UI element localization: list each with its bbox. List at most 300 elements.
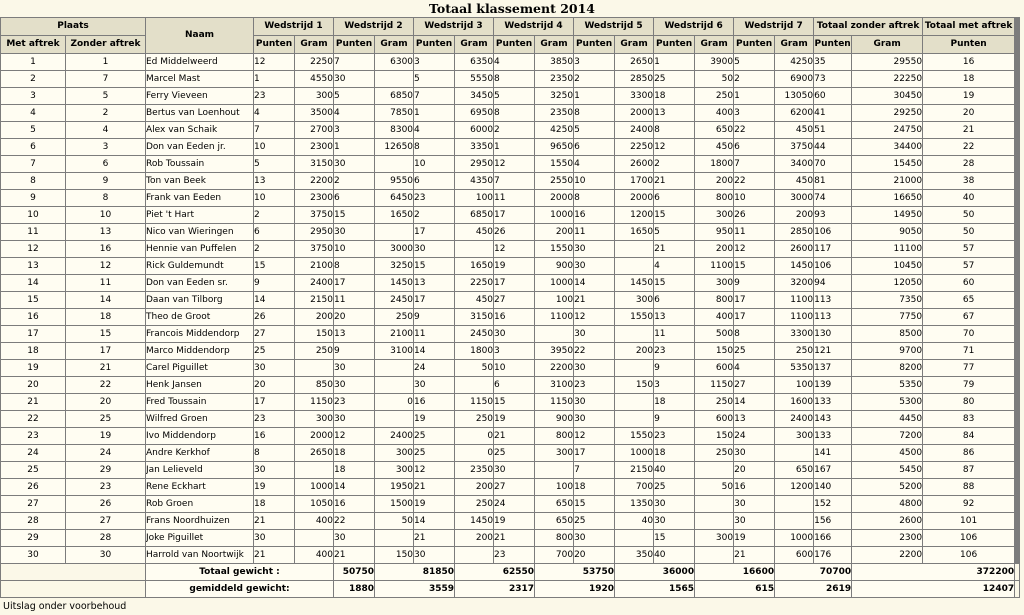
blank-cell <box>1015 564 1019 580</box>
cell-w2-gram: 1650 <box>375 207 413 223</box>
cell-met-aftrek: 21 <box>1 394 65 410</box>
cell-zonder-aftrek: 13 <box>66 224 145 240</box>
cell-w2-punten: 12 <box>334 428 374 444</box>
cell-w4-gram: 650 <box>535 496 573 512</box>
cell-totaal-gram: 24750 <box>852 122 922 138</box>
cell-w7-punten: 22 <box>734 173 774 189</box>
cell-totaal-gram: 30450 <box>852 88 922 104</box>
cell-w7-gram: 200 <box>775 207 813 223</box>
cell-w7-punten: 30 <box>734 496 774 512</box>
cell-w6-punten: 13 <box>654 105 694 121</box>
cell-totaal-punten: 121 <box>814 343 851 359</box>
total-weight-row <box>1 564 1019 580</box>
cell-w3-punten: 4 <box>414 122 454 138</box>
cell-zonder-aftrek: 3 <box>66 139 145 155</box>
cell-w1-punten: 10 <box>254 190 294 206</box>
cell-w4-gram: 100 <box>535 479 573 495</box>
cell-w4-gram: 800 <box>535 530 573 546</box>
cell-w6-gram: 400 <box>695 309 733 325</box>
cell-w3-punten: 21 <box>414 530 454 546</box>
cell-w5-gram <box>615 530 653 546</box>
cell-totaal-met-punten: 20 <box>923 105 1014 121</box>
cell-w6-gram: 800 <box>695 292 733 308</box>
cell-w7-punten: 26 <box>734 207 774 223</box>
cell-totaal-met-punten: 65 <box>923 292 1014 308</box>
cell-w1-punten: 6 <box>254 224 294 240</box>
cell-naam: Don van Eeden sr. <box>146 275 253 291</box>
header-punten-totaal-met: Punten <box>923 36 1014 53</box>
table-row <box>1 88 1019 104</box>
cell-w7-punten: 10 <box>734 190 774 206</box>
cell-met-aftrek: 22 <box>1 411 65 427</box>
cell-w4-punten: 4 <box>494 54 534 70</box>
cell-totaal-punten: 44 <box>814 139 851 155</box>
cell-totaal-met-punten: 18 <box>923 71 1014 87</box>
blank-cell <box>1015 581 1019 597</box>
cell-w1-punten: 16 <box>254 428 294 444</box>
header-punten: Punten <box>814 36 851 53</box>
cell-totaal-gram: 16650 <box>852 190 922 206</box>
cell-naam: Harrold van Noortwijk <box>146 547 253 563</box>
cell-w3-gram: 1150 <box>455 394 493 410</box>
table-row <box>1 377 1019 393</box>
cell-w3-gram: 2250 <box>455 275 493 291</box>
header-wedstrijd-3: Wedstrijd 3 <box>414 18 493 35</box>
cell-w7-punten: 27 <box>734 377 774 393</box>
cell-w5-punten: 10 <box>574 173 614 189</box>
cell-w5-punten: 30 <box>574 258 614 274</box>
cell-w6-gram: 250 <box>695 88 733 104</box>
cell-w6-gram: 600 <box>695 411 733 427</box>
cell-totaal-gram: 29550 <box>852 54 922 70</box>
cell-w4-gram: 1150 <box>535 394 573 410</box>
cell-w4-punten: 6 <box>494 377 534 393</box>
cell-totaal-punten: 140 <box>814 479 851 495</box>
cell-w1-gram: 2700 <box>295 122 333 138</box>
cell-w7-punten: 17 <box>734 292 774 308</box>
cell-w2-gram <box>375 71 413 87</box>
cell-totaal-met-punten: 84 <box>923 428 1014 444</box>
cell-w7-punten: 30 <box>734 513 774 529</box>
cell-totaal-met-punten: 86 <box>923 445 1014 461</box>
total-weight-w5: 36000 <box>615 564 694 580</box>
cell-zonder-aftrek: 8 <box>66 190 145 206</box>
table-row <box>1 190 1019 206</box>
header-gram: Gram <box>695 36 733 53</box>
cell-w7-punten: 22 <box>734 122 774 138</box>
cell-w6-punten: 21 <box>654 173 694 189</box>
cell-w1-gram: 2150 <box>295 292 333 308</box>
cell-totaal-met-punten: 60 <box>923 275 1014 291</box>
cell-w1-gram: 300 <box>295 88 333 104</box>
cell-w6-punten: 9 <box>654 360 694 376</box>
cell-totaal-met-punten: 28 <box>923 156 1014 172</box>
cell-w6-gram: 1100 <box>695 258 733 274</box>
cell-w1-punten: 15 <box>254 258 294 274</box>
cell-w5-punten: 30 <box>574 394 614 410</box>
cell-w6-gram: 500 <box>695 326 733 342</box>
avg-weight-w5: 1565 <box>615 581 694 597</box>
total-weight-w7: 70700 <box>775 564 851 580</box>
cell-w1-punten: 13 <box>254 173 294 189</box>
total-weight-w6: 16600 <box>695 564 774 580</box>
cell-w3-gram: 4350 <box>455 173 493 189</box>
cell-w5-punten: 8 <box>574 105 614 121</box>
cell-w5-gram: 2400 <box>615 122 653 138</box>
cell-w7-gram: 6200 <box>775 105 813 121</box>
cell-w7-gram: 1200 <box>775 479 813 495</box>
cell-totaal-gram: 10450 <box>852 258 922 274</box>
cell-w4-punten: 19 <box>494 258 534 274</box>
cell-w3-gram: 1450 <box>455 513 493 529</box>
cell-w4-punten: 3 <box>494 343 534 359</box>
cell-naam: Henk Jansen <box>146 377 253 393</box>
table-row <box>1 513 1019 529</box>
cell-w2-gram: 2400 <box>375 428 413 444</box>
cell-w1-punten: 30 <box>254 530 294 546</box>
cell-met-aftrek: 9 <box>1 190 65 206</box>
cell-w1-punten: 19 <box>254 479 294 495</box>
cell-w7-gram <box>775 496 813 512</box>
cell-w7-punten: 9 <box>734 275 774 291</box>
cell-w7-punten: 25 <box>734 343 774 359</box>
cell-w6-gram: 650 <box>695 122 733 138</box>
cell-w2-punten: 3 <box>334 122 374 138</box>
cell-w5-punten: 11 <box>574 224 614 240</box>
cell-totaal-punten: 176 <box>814 547 851 563</box>
cell-met-aftrek: 5 <box>1 122 65 138</box>
cell-w3-gram: 3450 <box>455 88 493 104</box>
cell-w1-gram: 850 <box>295 377 333 393</box>
table-row <box>1 309 1019 325</box>
cell-w7-gram: 2850 <box>775 224 813 240</box>
cell-w2-punten: 1 <box>334 139 374 155</box>
cell-w3-punten: 24 <box>414 360 454 376</box>
cell-w1-punten: 14 <box>254 292 294 308</box>
cell-w5-punten: 30 <box>574 530 614 546</box>
cell-totaal-gram: 21000 <box>852 173 922 189</box>
cell-w1-punten: 20 <box>254 377 294 393</box>
cell-w5-punten: 14 <box>574 275 614 291</box>
cell-w4-gram: 2200 <box>535 360 573 376</box>
cell-w4-gram: 900 <box>535 411 573 427</box>
cell-totaal-met-punten: 92 <box>923 496 1014 512</box>
cell-w5-gram: 300 <box>615 292 653 308</box>
cell-w7-punten: 3 <box>734 105 774 121</box>
cell-w7-gram: 300 <box>775 428 813 444</box>
cell-totaal-gram: 22250 <box>852 71 922 87</box>
cell-met-aftrek: 7 <box>1 156 65 172</box>
cell-w1-punten: 9 <box>254 275 294 291</box>
cell-w2-gram: 1950 <box>375 479 413 495</box>
cell-w7-gram: 100 <box>775 377 813 393</box>
table-row <box>1 292 1019 308</box>
cell-w6-punten: 18 <box>654 445 694 461</box>
cell-w4-punten: 21 <box>494 428 534 444</box>
cell-w4-gram: 2000 <box>535 190 573 206</box>
cell-totaal-punten: 94 <box>814 275 851 291</box>
cell-zonder-aftrek: 14 <box>66 292 145 308</box>
cell-w3-punten: 12 <box>414 462 454 478</box>
cell-w4-gram: 650 <box>535 513 573 529</box>
cell-w2-gram: 1500 <box>375 496 413 512</box>
cell-zonder-aftrek: 11 <box>66 275 145 291</box>
cell-w5-gram: 2150 <box>615 462 653 478</box>
cell-w6-punten: 30 <box>654 513 694 529</box>
cell-w1-gram: 250 <box>295 343 333 359</box>
header-met-aftrek: Met aftrek <box>1 36 65 53</box>
cell-w6-punten: 6 <box>654 292 694 308</box>
cell-totaal-gram: 34400 <box>852 139 922 155</box>
cell-w3-punten: 5 <box>414 71 454 87</box>
cell-w2-gram <box>375 156 413 172</box>
avg-weight-row <box>1 581 1019 597</box>
cell-w3-gram: 100 <box>455 190 493 206</box>
cell-w6-punten: 15 <box>654 530 694 546</box>
cell-w4-gram: 100 <box>535 292 573 308</box>
cell-w4-gram: 9650 <box>535 139 573 155</box>
cell-w7-gram <box>775 513 813 529</box>
cell-w6-gram: 150 <box>695 428 733 444</box>
cell-w1-gram <box>295 360 333 376</box>
cell-w6-punten: 8 <box>654 122 694 138</box>
cell-met-aftrek: 3 <box>1 88 65 104</box>
cell-w1-punten: 18 <box>254 496 294 512</box>
cell-totaal-gram: 8500 <box>852 326 922 342</box>
cell-totaal-met-punten: 50 <box>923 207 1014 223</box>
total-weight-w1: 50750 <box>334 564 374 580</box>
cell-naam: Francois Middendorp <box>146 326 253 342</box>
cell-zonder-aftrek: 5 <box>66 88 145 104</box>
cell-zonder-aftrek: 10 <box>66 207 145 223</box>
cell-w2-punten: 18 <box>334 445 374 461</box>
cell-w6-punten: 18 <box>654 394 694 410</box>
cell-w6-punten: 15 <box>654 275 694 291</box>
cell-totaal-gram: 5450 <box>852 462 922 478</box>
header-wedstrijd-5: Wedstrijd 5 <box>574 18 653 35</box>
cell-w3-punten: 11 <box>414 326 454 342</box>
cell-w7-punten: 13 <box>734 411 774 427</box>
cell-w3-gram: 6850 <box>455 207 493 223</box>
cell-w3-gram: 2950 <box>455 156 493 172</box>
cell-w5-gram: 200 <box>615 343 653 359</box>
cell-w2-punten: 30 <box>334 156 374 172</box>
cell-naam: Ivo Middendorp <box>146 428 253 444</box>
cell-w1-gram: 2200 <box>295 173 333 189</box>
cell-totaal-met-punten: 19 <box>923 88 1014 104</box>
cell-w1-punten: 30 <box>254 360 294 376</box>
cell-w6-punten: 2 <box>654 156 694 172</box>
cell-w3-gram: 6000 <box>455 122 493 138</box>
cell-w1-punten: 2 <box>254 207 294 223</box>
cell-totaal-punten: 106 <box>814 224 851 240</box>
cell-w1-gram: 2950 <box>295 224 333 240</box>
cell-w1-punten: 1 <box>254 71 294 87</box>
cell-w5-gram: 2650 <box>615 54 653 70</box>
cell-w3-punten: 6 <box>414 173 454 189</box>
cell-totaal-gram: 11100 <box>852 241 922 257</box>
cell-w4-punten: 17 <box>494 207 534 223</box>
cell-w2-gram: 3250 <box>375 258 413 274</box>
cell-w3-gram: 1800 <box>455 343 493 359</box>
cell-w6-punten: 40 <box>654 547 694 563</box>
cell-w2-gram: 250 <box>375 309 413 325</box>
cell-w7-punten: 14 <box>734 394 774 410</box>
cell-w7-gram: 250 <box>775 343 813 359</box>
cell-totaal-punten: 133 <box>814 428 851 444</box>
cell-w1-punten: 21 <box>254 547 294 563</box>
cell-w7-punten: 16 <box>734 479 774 495</box>
cell-w2-punten: 30 <box>334 530 374 546</box>
cell-totaal-gram: 2200 <box>852 547 922 563</box>
cell-w4-punten: 19 <box>494 411 534 427</box>
cell-met-aftrek: 11 <box>1 224 65 240</box>
cell-totaal-punten: 51 <box>814 122 851 138</box>
cell-w7-gram: 3200 <box>775 275 813 291</box>
header-gram: Gram <box>295 36 333 53</box>
cell-w3-gram: 50 <box>455 360 493 376</box>
table-row <box>1 360 1019 376</box>
header-totaal-zonder: Totaal zonder aftrek <box>814 18 922 35</box>
cell-w1-gram: 2300 <box>295 190 333 206</box>
cell-w6-gram: 1800 <box>695 156 733 172</box>
cell-w3-punten: 25 <box>414 428 454 444</box>
table-row <box>1 71 1019 87</box>
cell-w4-gram: 2350 <box>535 71 573 87</box>
cell-w1-punten: 8 <box>254 445 294 461</box>
cell-w4-punten: 5 <box>494 88 534 104</box>
cell-w2-punten: 16 <box>334 496 374 512</box>
cell-naam: Piet 't Hart <box>146 207 253 223</box>
cell-met-aftrek: 30 <box>1 547 65 563</box>
cell-totaal-met-punten: 79 <box>923 377 1014 393</box>
cell-w2-punten: 14 <box>334 479 374 495</box>
cell-w3-gram: 6950 <box>455 105 493 121</box>
cell-totaal-met-punten: 70 <box>923 326 1014 342</box>
cell-w2-punten: 30 <box>334 360 374 376</box>
cell-w2-punten: 15 <box>334 207 374 223</box>
cell-w1-gram: 200 <box>295 309 333 325</box>
cell-met-aftrek: 24 <box>1 445 65 461</box>
cell-totaal-gram: 5200 <box>852 479 922 495</box>
cell-w1-gram: 3750 <box>295 241 333 257</box>
cell-totaal-met-punten: 22 <box>923 139 1014 155</box>
cell-w3-punten: 7 <box>414 88 454 104</box>
cell-w5-punten: 20 <box>574 547 614 563</box>
header-gram: Gram <box>455 36 493 53</box>
avg-weight-w3: 2317 <box>455 581 534 597</box>
cell-naam: Ton van Beek <box>146 173 253 189</box>
cell-w2-punten: 23 <box>334 394 374 410</box>
cell-totaal-met-punten: 50 <box>923 224 1014 240</box>
table-row <box>1 530 1019 546</box>
cell-totaal-punten: 41 <box>814 105 851 121</box>
cell-w1-gram: 3500 <box>295 105 333 121</box>
cell-naam: Alex van Schaik <box>146 122 253 138</box>
cell-w2-punten: 30 <box>334 411 374 427</box>
cell-w3-punten: 16 <box>414 394 454 410</box>
cell-w5-punten: 30 <box>574 326 614 342</box>
cell-met-aftrek: 4 <box>1 105 65 121</box>
cell-totaal-punten: 141 <box>814 445 851 461</box>
cell-w4-punten: 12 <box>494 156 534 172</box>
table-row <box>1 241 1019 257</box>
cell-w5-punten: 30 <box>574 360 614 376</box>
avg-weight-w2: 3559 <box>375 581 454 597</box>
cell-w6-punten: 40 <box>654 462 694 478</box>
cell-w1-gram: 2100 <box>295 258 333 274</box>
cell-w5-punten: 8 <box>574 190 614 206</box>
cell-totaal-punten: 130 <box>814 326 851 342</box>
cell-w5-gram: 350 <box>615 547 653 563</box>
total-weight-all: 372200 <box>852 564 1014 580</box>
header-punten: Punten <box>494 36 534 53</box>
table-row <box>1 156 1019 172</box>
cell-totaal-met-punten: 80 <box>923 394 1014 410</box>
cell-w3-punten: 14 <box>414 513 454 529</box>
cell-w5-gram: 1200 <box>615 207 653 223</box>
cell-zonder-aftrek: 2 <box>66 105 145 121</box>
cell-zonder-aftrek: 1 <box>66 54 145 70</box>
cell-totaal-punten: 137 <box>814 360 851 376</box>
cell-w4-punten: 7 <box>494 173 534 189</box>
cell-w2-gram: 2100 <box>375 326 413 342</box>
table-row <box>1 547 1019 563</box>
cell-w6-gram: 400 <box>695 105 733 121</box>
cell-w3-gram: 0 <box>455 428 493 444</box>
cell-w5-gram <box>615 360 653 376</box>
cell-w4-gram: 1000 <box>535 207 573 223</box>
cell-w7-gram: 600 <box>775 547 813 563</box>
cell-w5-gram <box>615 411 653 427</box>
cell-w2-gram <box>375 377 413 393</box>
cell-w1-punten: 26 <box>254 309 294 325</box>
table-row <box>1 411 1019 427</box>
cell-naam: Rob Groen <box>146 496 253 512</box>
cell-w4-gram: 900 <box>535 258 573 274</box>
cell-w2-gram <box>375 224 413 240</box>
table-row <box>1 224 1019 240</box>
cell-totaal-punten: 167 <box>814 462 851 478</box>
cell-w2-punten: 30 <box>334 71 374 87</box>
cell-w3-gram <box>455 547 493 563</box>
table-row <box>1 258 1019 274</box>
cell-w4-gram <box>535 326 573 342</box>
cell-w6-punten: 18 <box>654 88 694 104</box>
cell-totaal-punten: 156 <box>814 513 851 529</box>
cell-w2-gram: 50 <box>375 513 413 529</box>
cell-zonder-aftrek: 21 <box>66 360 145 376</box>
cell-w1-gram: 1150 <box>295 394 333 410</box>
cell-w6-punten: 11 <box>654 326 694 342</box>
cell-met-aftrek: 19 <box>1 360 65 376</box>
cell-zonder-aftrek: 19 <box>66 428 145 444</box>
cell-totaal-punten: 166 <box>814 530 851 546</box>
cell-totaal-met-punten: 106 <box>923 530 1014 546</box>
cell-w6-punten: 21 <box>654 241 694 257</box>
cell-w2-gram: 300 <box>375 462 413 478</box>
cell-w5-punten: 30 <box>574 241 614 257</box>
cell-w1-gram: 2300 <box>295 139 333 155</box>
cell-w7-gram: 650 <box>775 462 813 478</box>
cell-w2-gram: 7850 <box>375 105 413 121</box>
cell-w4-gram: 700 <box>535 547 573 563</box>
cell-w2-gram: 12650 <box>375 139 413 155</box>
cell-zonder-aftrek: 6 <box>66 156 145 172</box>
cell-w5-punten: 22 <box>574 343 614 359</box>
cell-w5-gram: 2850 <box>615 71 653 87</box>
cell-met-aftrek: 2 <box>1 71 65 87</box>
